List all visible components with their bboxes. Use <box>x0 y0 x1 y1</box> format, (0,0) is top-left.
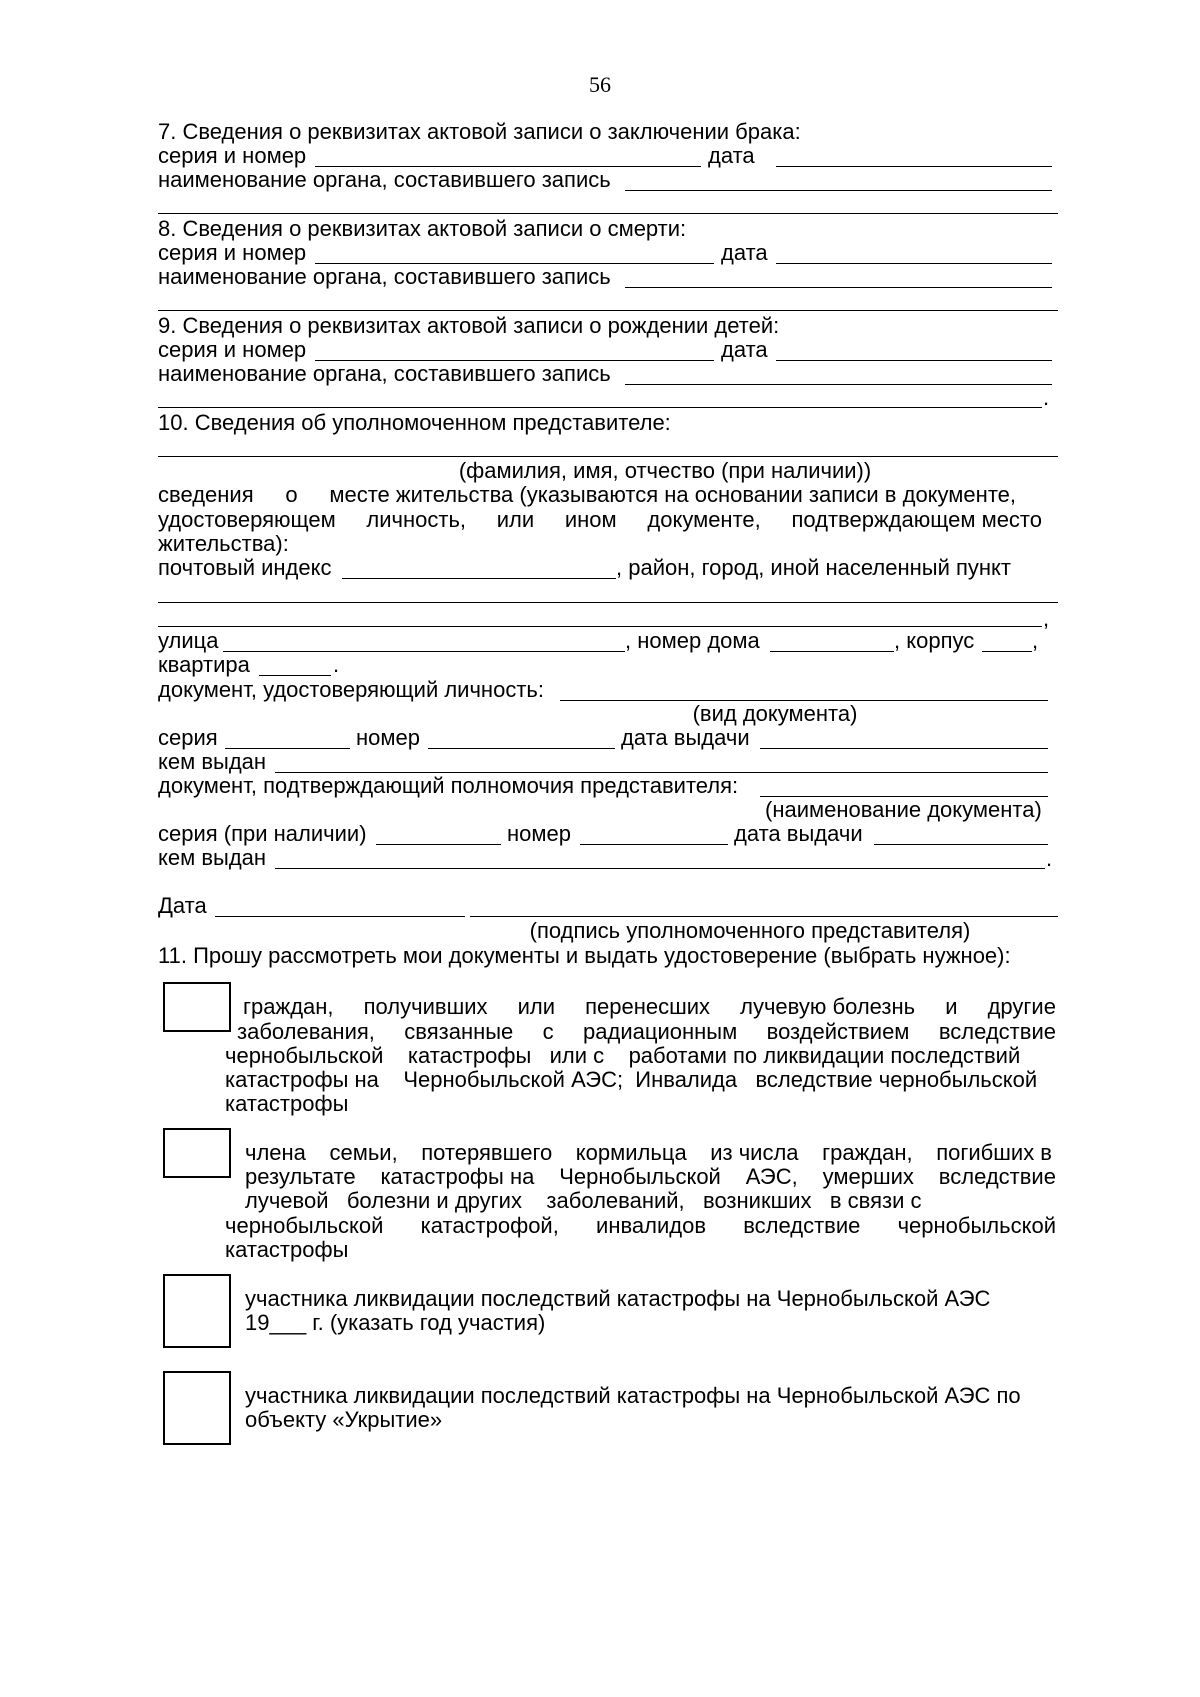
s10-apartment-label: квартира <box>158 652 250 677</box>
s10-issued-by-label-2: кем выдан <box>158 845 267 870</box>
s10-building-comma: , <box>1032 628 1039 653</box>
s10-residence-line-2 <box>158 507 1042 533</box>
s10-street-field[interactable] <box>223 651 625 652</box>
s10-house-label: , номер дома <box>625 628 760 653</box>
word: катастрофы на <box>380 1164 535 1189</box>
s10-number-field[interactable] <box>428 748 615 749</box>
word: результате <box>245 1164 356 1189</box>
option-1-line-5: катастрофы <box>225 1091 349 1116</box>
s10-series-opt-label: серия (при наличии) <box>158 821 367 846</box>
word: вследствие <box>938 1164 1056 1189</box>
word: личность, <box>366 507 467 532</box>
s10-street-label: улица <box>158 628 219 653</box>
s10-title: 10. Сведения об уполномоченном представителе: <box>158 410 671 435</box>
word: погибших в <box>936 1140 1052 1165</box>
s10-postal-field[interactable] <box>342 578 616 579</box>
word: кормильца <box>575 1140 687 1165</box>
s8-title: 8. Сведения о реквизитах актовой записи о смерти: <box>158 216 687 241</box>
s7-organ-label: наименование органа, составившего запись <box>158 167 611 192</box>
s8-date-label: дата <box>721 240 768 265</box>
word: из числа <box>710 1140 799 1165</box>
option-1-line-1 <box>243 994 1056 1020</box>
option-2-checkbox[interactable] <box>163 1128 231 1178</box>
s7-date-field[interactable] <box>776 166 1052 167</box>
page-number: 56 <box>589 72 611 97</box>
s9-organ-label: наименование органа, составившего запись <box>158 361 611 386</box>
option-4-line-2: объекту «Укрытие» <box>245 1407 443 1432</box>
word: умерших <box>822 1164 914 1189</box>
word: о <box>285 482 298 507</box>
s9-organ-field[interactable] <box>625 384 1052 385</box>
signature-caption: (подпись уполномоченного представителя) <box>529 918 971 943</box>
s10-residence-line-3: жительства): <box>158 531 289 556</box>
s8-series-label: серия и номер <box>158 240 307 265</box>
s7-organ-field-2[interactable] <box>158 213 1058 214</box>
word: воздействием <box>766 1019 910 1044</box>
option-4-checkbox[interactable] <box>163 1371 231 1445</box>
word: другие <box>987 994 1056 1019</box>
option-2-line-2 <box>245 1164 1056 1190</box>
s10-issue-date-field[interactable] <box>760 748 1048 749</box>
s9-series-label: серия и номер <box>158 337 307 362</box>
word: чернобыльской <box>225 1213 384 1238</box>
word: чернобыльской <box>897 1213 1056 1238</box>
word: вследствие <box>938 1019 1056 1044</box>
option-2-line-4 <box>225 1213 1056 1239</box>
s9-date-field[interactable] <box>776 360 1052 361</box>
s10-doc-name-caption: (наименование документа) <box>765 797 1042 822</box>
option-1-checkbox[interactable] <box>163 982 231 1032</box>
s10-building-field[interactable] <box>982 651 1032 652</box>
option-1-line-4: катастрофы на Чернобыльской АЭС; Инвалида вследствие чернобыльской <box>225 1067 1038 1092</box>
word: с <box>542 1019 554 1044</box>
s11-title: 11. Прошу рассмотреть мои документы и выдать удостоверение (выбрать нужное): <box>158 943 1011 968</box>
option-1-line-2 <box>237 1019 1056 1045</box>
word: потерявшего <box>421 1140 553 1165</box>
word: семьи, <box>329 1140 398 1165</box>
s10-doc-type-caption: (вид документа) <box>692 701 858 726</box>
word: или <box>496 507 535 532</box>
word: лучевую болезнь <box>740 994 916 1019</box>
s9-date-label: дата <box>721 337 768 362</box>
s10-series-opt-field[interactable] <box>376 844 501 845</box>
option-3-line-2: 19___ г. (указать год участия) <box>245 1310 546 1335</box>
word: Чернобыльской <box>559 1164 721 1189</box>
word: заболевания, <box>237 1019 375 1044</box>
word: удостоверяющем <box>158 507 336 532</box>
word: месте жительства (указываются на основании записи в документе, <box>329 482 1016 507</box>
s8-organ-field[interactable] <box>625 287 1052 288</box>
s10-apartment-period: . <box>333 652 340 677</box>
s10-series-label: серия <box>158 725 218 750</box>
s8-organ-field-2[interactable] <box>158 310 1058 311</box>
s10-number-label-2: номер <box>507 821 571 846</box>
s9-organ-field-2[interactable] <box>158 407 1042 408</box>
s10-apartment-field[interactable] <box>259 675 331 676</box>
word: сведения <box>158 482 254 507</box>
word: радиационным <box>583 1019 738 1044</box>
s10-postal-label: почтовый индекс <box>158 555 332 580</box>
s10-locality-comma: , <box>1043 606 1050 631</box>
option-3-checkbox[interactable] <box>163 1274 231 1348</box>
s7-title: 7. Сведения о реквизитах актовой записи о заключении брака: <box>158 119 801 144</box>
s10-issue-date-field-2[interactable] <box>874 844 1048 845</box>
s10-locality-field-2[interactable] <box>158 626 1042 627</box>
word: вследствие <box>743 1213 861 1238</box>
option-1-line-3: чернобыльской катастрофы или с работами по ликвидации последствий <box>225 1043 1021 1068</box>
s10-district-label: , район, город, иной населенный пункт <box>616 555 1011 580</box>
signature-date-label: Дата <box>158 893 207 918</box>
word: ином <box>564 507 617 532</box>
s10-issue-date-label-2: дата выдачи <box>734 821 863 846</box>
word: граждан, <box>243 994 334 1019</box>
word: члена <box>245 1140 306 1165</box>
s10-id-doc-label: документ, удостоверяющий личность: <box>158 677 544 702</box>
s7-date-label: дата <box>708 143 755 168</box>
option-2-line-3: лучевой болезни и других заболеваний, возникших в связи с <box>245 1188 922 1213</box>
word: документе, <box>647 507 761 532</box>
s9-end-dot: . <box>1043 385 1050 410</box>
option-2-line-5: катастрофы <box>225 1237 349 1262</box>
s10-authority-doc-label: документ, подтверждающий полномочия представителя: <box>158 773 739 798</box>
s10-end-dot: . <box>1046 846 1053 871</box>
word: АЭС, <box>745 1164 798 1189</box>
word: инвалидов <box>596 1213 707 1238</box>
s10-number-field-2[interactable] <box>580 844 728 845</box>
s10-fio-caption: (фамилия, имя, отчество (при наличии)) <box>458 458 872 483</box>
word: подтверждающем место <box>791 507 1042 532</box>
s10-locality-field[interactable] <box>158 602 1058 603</box>
s8-organ-label: наименование органа, составившего запись <box>158 264 611 289</box>
s10-issued-by-field-2[interactable] <box>275 868 1045 869</box>
s10-building-label: , корпус <box>894 628 975 653</box>
s8-date-field[interactable] <box>776 263 1052 264</box>
word: перенесших <box>585 994 711 1019</box>
s10-house-field[interactable] <box>770 651 894 652</box>
word: связанные <box>404 1019 514 1044</box>
word: граждан, <box>822 1140 913 1165</box>
option-4-line-1: участника ликвидации последствий катастрофы на Чернобыльской АЭС по <box>245 1383 1021 1408</box>
s7-organ-field[interactable] <box>625 190 1052 191</box>
word: или <box>517 994 556 1019</box>
s10-residence-line-1 <box>158 482 1016 508</box>
word: и <box>945 994 958 1019</box>
s7-series-label: серия и номер <box>158 143 307 168</box>
option-2-line-1 <box>245 1140 1052 1166</box>
signature-date-field[interactable] <box>215 916 465 917</box>
s10-fio-field[interactable] <box>158 456 1058 457</box>
s10-number-label: номер <box>356 725 420 750</box>
s9-title: 9. Сведения о реквизитах актовой записи о рождении детей: <box>158 313 780 338</box>
s10-issued-by-label: кем выдан <box>158 749 267 774</box>
option-3-line-1: участника ликвидации последствий катастрофы на Чернобыльской АЭС <box>245 1286 991 1311</box>
word: получивших <box>363 994 488 1019</box>
s10-issue-date-label: дата выдачи <box>621 725 750 750</box>
word: катастрофой, <box>420 1213 559 1238</box>
signature-field[interactable] <box>470 916 1058 917</box>
